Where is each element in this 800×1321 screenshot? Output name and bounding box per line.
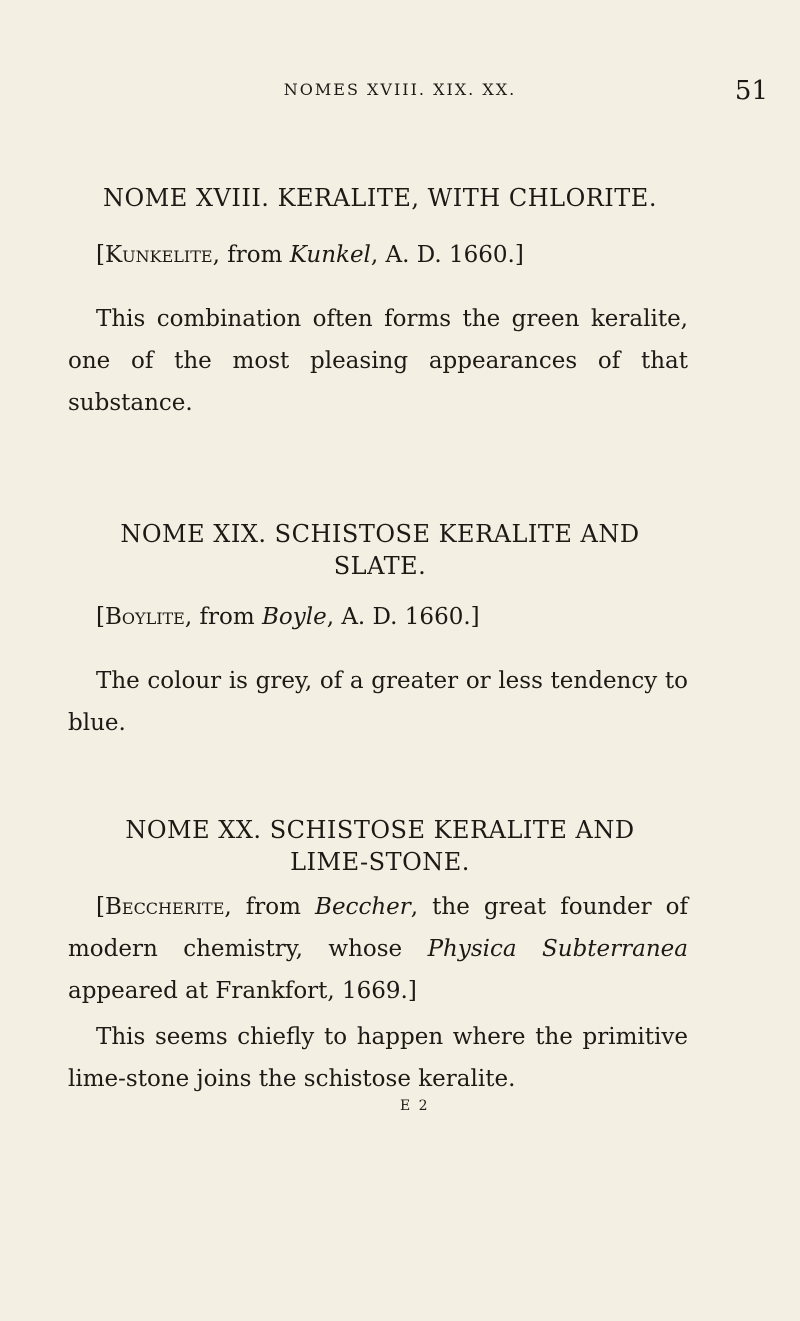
section-text-xix: The colour is grey, of a greater or less tendency to blue. [68, 668, 688, 736]
section-heading-xx [60, 814, 700, 878]
author-name: Beccher [315, 894, 411, 920]
author-name: Boyle [261, 604, 327, 630]
heading-line: SLATE. [333, 552, 427, 580]
section-text-xx: This seems chiefly to happen where the primitive lime-stone joins the schistose keralite. [68, 1024, 688, 1092]
section-heading-xix [60, 518, 700, 582]
running-head: NOMES XVIII. XIX. XX. [283, 80, 517, 99]
work-title: Physica Subterranea [427, 936, 688, 962]
signature-mark: E 2 [400, 1098, 430, 1114]
section-note-xix: [Boylite, from Boyle, A. D. 1660.] [96, 604, 480, 630]
mineral-name: Kunkelite [104, 242, 213, 268]
mineral-name: Boylite [104, 604, 185, 630]
heading-line: NOME XX. SCHISTOSE KERALITE AND [125, 816, 635, 844]
page-number: 51 [734, 76, 768, 106]
section-note-xx: [Beccherite, from Beccher, the great founder of modern chemistry, whose Physica Subterranea appeared at Frankfort, 1669.] [68, 894, 688, 1004]
heading-line: LIME-STONE. [290, 848, 470, 876]
author-name: Kunkel [289, 242, 371, 268]
mineral-name: Beccherite [104, 894, 225, 920]
section-heading-xviii: NOME XVIII. KERALITE, WITH CHLORITE. [103, 184, 657, 212]
section-note-xviii: [Kunkelite, from Kunkel, A. D. 1660.] [96, 242, 524, 268]
section-text-xviii: This combination often forms the green keralite, one of the most pleasing appearances of that substance. [68, 306, 688, 416]
heading-line: NOME XIX. SCHISTOSE KERALITE AND [120, 520, 640, 548]
